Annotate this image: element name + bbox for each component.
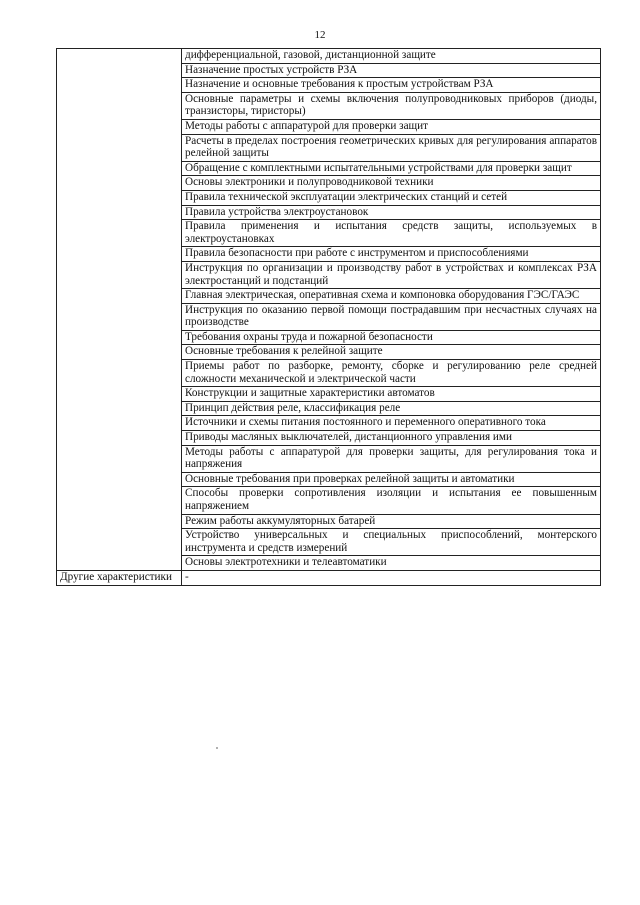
knowledge-item: Устройство универсальных и специальных приспособлений, монтерского инструмента и средств измерений bbox=[182, 529, 601, 556]
knowledge-item: Принцип действия реле, классификация реле bbox=[182, 401, 601, 416]
other-characteristics-value: - bbox=[182, 570, 601, 585]
knowledge-item: Инструкция по оказанию первой помощи пострадавшим при несчастных случаях на производстве bbox=[182, 303, 601, 330]
knowledge-item: Источники и схемы питания постоянного и переменного оперативного тока bbox=[182, 416, 601, 431]
knowledge-item: Основные требования при проверках релейной защиты и автоматики bbox=[182, 472, 601, 487]
knowledge-item: Главная электрическая, оперативная схема и компоновка оборудования ГЭС/ГАЭС bbox=[182, 289, 601, 304]
scan-speck bbox=[216, 747, 218, 749]
knowledge-item: Правила устройства электроустановок bbox=[182, 205, 601, 220]
knowledge-item: Приемы работ по разборке, ремонту, сборке и регулированию реле средней сложности механической и электрической части bbox=[182, 360, 601, 387]
knowledge-item: дифференциальной, газовой, дистанционной защите bbox=[182, 49, 601, 64]
knowledge-item: Основные параметры и схемы включения полупроводниковых приборов (диоды, транзисторы, тиристоры) bbox=[182, 92, 601, 119]
knowledge-item: Основы электроники и полупроводниковой техники bbox=[182, 176, 601, 191]
knowledge-item: Назначение и основные требования к простым устройствам РЗА bbox=[182, 78, 601, 93]
section-label-cell bbox=[57, 49, 182, 571]
table-row bbox=[57, 49, 601, 64]
other-characteristics-label: Другие характеристики bbox=[57, 570, 182, 585]
requirements-table bbox=[56, 48, 601, 586]
knowledge-item: Методы работы с аппаратурой для проверки защит bbox=[182, 119, 601, 134]
page-number: 12 bbox=[314, 29, 326, 41]
knowledge-item: Требования охраны труда и пожарной безопасности bbox=[182, 330, 601, 345]
knowledge-item: Конструкции и защитные характеристики автоматов bbox=[182, 387, 601, 402]
knowledge-item: Методы работы с аппаратурой для проверки защиты, для регулирования тока и напряжения bbox=[182, 445, 601, 472]
knowledge-item: Основные требования к релейной защите bbox=[182, 345, 601, 360]
knowledge-item: Правила технической эксплуатации электрических станций и сетей bbox=[182, 190, 601, 205]
knowledge-item: Правила применения и испытания средств защиты, используемых в электроустановках bbox=[182, 220, 601, 247]
knowledge-item: Режим работы аккумуляторных батарей bbox=[182, 514, 601, 529]
knowledge-item: Обращение с комплектными испытательными устройствами для проверки защит bbox=[182, 161, 601, 176]
table-row-other-characteristics bbox=[57, 570, 601, 585]
knowledge-item: Способы проверки сопротивления изоляции и испытания ее повышенным напряжением bbox=[182, 487, 601, 514]
knowledge-item: Расчеты в пределах построения геометрических кривых для регулирования аппаратов релейной защиты bbox=[182, 134, 601, 161]
knowledge-item: Приводы масляных выключателей, дистанционного управления ими bbox=[182, 431, 601, 446]
requirements-table-body bbox=[57, 49, 601, 586]
knowledge-item: Основы электротехники и телеавтоматики bbox=[182, 556, 601, 571]
knowledge-item: Инструкция по организации и производству работ в устройствах и комплексах РЗА электростанций и подстанций bbox=[182, 261, 601, 288]
knowledge-item: Правила безопасности при работе с инструментом и приспособлениями bbox=[182, 247, 601, 262]
knowledge-item: Назначение простых устройств РЗА bbox=[182, 63, 601, 78]
